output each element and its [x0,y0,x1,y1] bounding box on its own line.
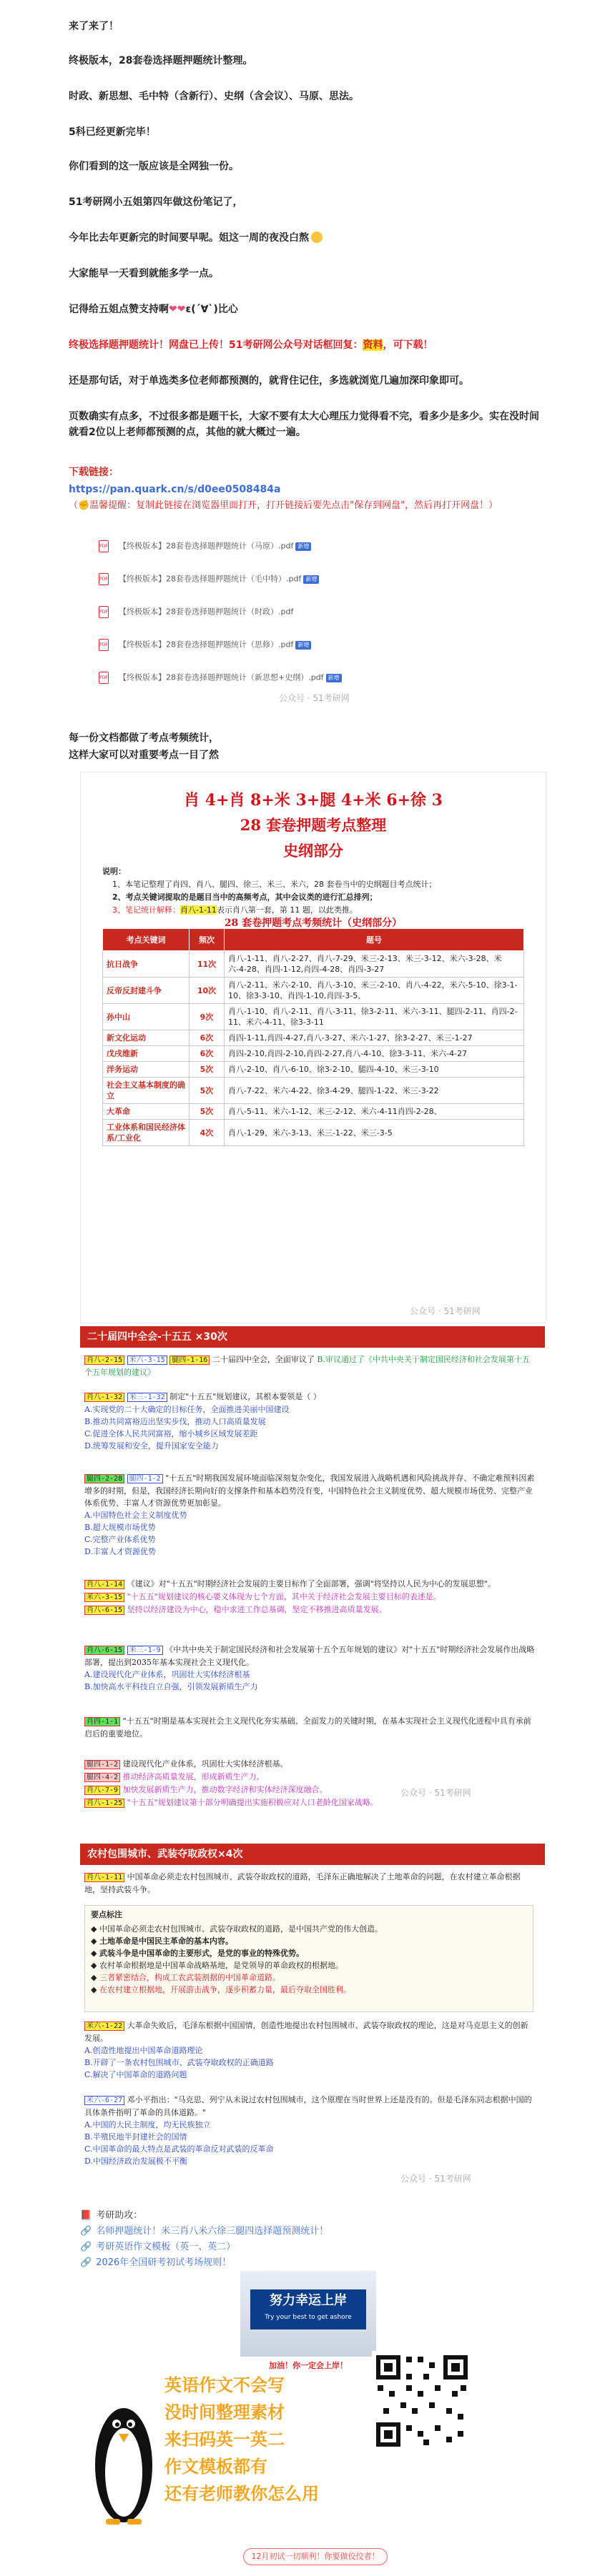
question-text: 邓小平指出："马克思、列宁从未说过农村包围城市，这个原理在当时世界上还是没有的。但是毛泽东同志根据中国的具体条件指明了革命的具体道路。" [84,2095,532,2117]
cell-frequency: 5次 [190,1078,225,1104]
download-title: 下载链接： [69,467,119,478]
table-title: 28 套卷押题考点考频统计（史纲部分） [224,917,403,929]
table-row [103,978,524,1004]
link-icon: 🔗 [80,2242,92,2252]
question-text: 二十届四中全会，全面审议了 [212,1355,315,1364]
watermark: 公众号 · 51考研网 [279,693,350,703]
intro-line: 你们看到的这一版应该是全网独一份。 [69,161,239,172]
option: C.解决了中国革命的道路问题 [84,2070,187,2079]
intro-line: 大家能早一天看到就能多学一点。 [69,268,219,279]
doc-note: 1、本笔记整理了肖四、肖八、腿四、徐三、米三、米六，28 套卷当中的史纲题目考点统计； [112,880,437,889]
intro-line: 时政、新思想、毛中特（含新行）、史纲（含会议）、马原、思法。 [69,91,359,102]
intro-line: 页数确实有点多，不过很多都是题干长，大家不要有太大心理压力觉得看不完，看多少是多少。实在没时间就看2位以上老师都预测的点，其他的就大概过一遍。 [69,411,539,438]
links-title-text: 考研助攻： [96,2210,143,2221]
question-text: "十五五"规划建议第十部分明确提出实施积极应对人口老龄化国家战略。 [127,1798,378,1807]
related-link[interactable] [80,2224,328,2239]
intro-text: 今年比去年更新完的时间要早呢。姐这一周的夜没白熬 [69,232,309,244]
ad-line: 作文模板都有 [164,2457,267,2477]
question-block [84,1643,535,1693]
question-text: 建设现代化产业体系，巩固壮大实体经济根基。 [122,1759,288,1769]
cell-keyword: 戊戌维新 [103,1046,190,1062]
smile-emoji-icon [311,232,323,243]
download-warning: （✊温馨提醒：复制此链接在浏览器里面打开，打开链接后要先点击"保存到网盘"，然后再打开网盘！） [69,500,498,511]
file-name: 【终极版本】28套卷选择题押题统计（马原）.pdf [119,541,294,551]
question-code: 腿四-1-2 [84,1760,120,1769]
question-block [84,1871,535,1896]
question-text: "十五五"时期我国发展环境面临深刻复杂变化，我国发展进入战略机遇和风险挑战并存、不确定难预料因素增多的时期，但是，我国经济长期向好的支撑条件和基本趋势没有变，中国特色社会主义制度优势、超大规模市场优势、完整产业体系优势、丰富人才资源优势更加彰显。 [84,1473,535,1508]
intro-line [69,230,541,246]
question-text: 《中共中央关于制定国民经济和社会发展第十五个五年规划的建议》对"十五五"时期经济社会发展作出战略部署，提出到2035年基本实现社会主义现代化。 [84,1645,535,1667]
question-code: 肖八-1-32 [84,1393,124,1402]
question-code: 米六-6-27 [84,2096,124,2105]
box-item: 土地革命是中国民主革命的基本内容。 [99,1936,233,1946]
cell-questions: 肖八-2-11、米六-2-10、肖八-3-10、米三-2-10、肖八-4-22，米六-5-10、徐3-1-10、徐3-3-10、肖四-1-10,肖四-3-5、 [225,978,524,1004]
intro-line [69,337,541,353]
cell-frequency: 6次 [190,1030,225,1046]
keyword-highlight: 资料 [363,339,383,351]
intro-line: 5科已经更新完毕！ [69,126,156,138]
question-code: 肖八-1-14 [84,1580,124,1589]
doc-note: 2、考点关键词提取的是题目当中的高频考点，其中会议类的进行汇总排列； [112,892,378,902]
file-name: 【终极版本】28套卷选择题押题统计（时政）.pdf [119,607,294,617]
option: B.加快高水平科技自立自强，引领发展新质生产力 [84,1682,258,1691]
question-code: 米六-3-15 [84,1593,124,1602]
question-block [84,1353,535,1378]
frequency-table [102,928,524,1146]
question-block [84,1578,535,1616]
table-header: 考点关键词 [103,929,190,951]
option: D.丰富人才资源优势 [84,1547,156,1556]
table-header: 频次 [190,929,225,951]
cell-frequency: 11次 [190,951,225,978]
intro-line: 51考研网小五姐第四年做这份笔记了， [69,197,243,208]
doc-note-code: 肖八-1-11 [180,905,217,915]
penguin-mascot [92,2379,156,2530]
question-block [84,1472,535,1558]
option: D.统筹发展和安全，提升国家安全能力 [84,1441,219,1451]
question-code: 米三-1-32 [127,1393,167,1402]
book-icon: 📕 [80,2210,92,2221]
doc-header: 史纲部分 [283,842,343,860]
question-block [84,2019,535,2081]
box-title: 要点标注 [91,1910,122,1919]
table-row [103,1046,524,1062]
question-text: "十五五"规划建议的核心要义体现为七个方面，其中关于经济社会发展主要目标的表述是。 [127,1592,441,1601]
related-links-title [80,2208,328,2224]
box-item: 中国革命必须走农村包围城市、武装夺取政权的道路，是中国共产党的伟大创造。 [99,1924,383,1934]
poster-sign [250,2289,366,2329]
question-text: 中国革命必须走农村包围城市、武装夺取政权的道路，毛泽东正确地解决了土地革命的问题，在农村建立革命根据地，坚持武装斗争。 [84,1872,521,1894]
cell-keyword: 孙中山 [103,1004,190,1030]
question-text: 加快发展新质生产力，推动数字经济和实体经济深度融合。 [122,1785,328,1794]
intro-line: 来了来了！ [69,21,119,32]
poster-sign-text: 努力幸运上岸 [270,2293,347,2308]
box-content: ◆ 中国革命必须走农村包围城市、武装夺取政权的道路，是中国共产党的伟大创造。 ◆ 土地革命是中国民主革命的基本内容。 ◆ 武装斗争是中国革命的主要形式，是党的事业的特殊优势。 ◆ 农村革命根据地是中国革命战略基地，是党领导的革命政权的根据地。 ◆ 三者紧密结合，构成工农武装割据的中国革命道路。 ◆ 在农村建立根据地，开展游击战争，逐步积蓄力量，最后夺取全国胜利。 [91,1924,383,1994]
key-points-box [84,1905,533,2012]
question-code: 肖四-1-1 [84,1717,120,1726]
question-block [84,1391,535,1452]
option: B.推动共同富裕迈出坚实步伐，推动人口高质量发展 [84,1417,266,1426]
file-name: 【终极版本】28套卷选择题押题统计（毛中特）.pdf [119,574,302,584]
question-block [84,1758,535,1809]
cell-questions: 肖八-2-10、肖八-6-10、徐3-2-10、腿四-4-10、米三-3-10 [225,1062,524,1078]
cell-frequency: 6次 [190,1046,225,1062]
option: C.完整产业体系优势 [84,1535,156,1544]
option: B.半殖民地半封建社会的国情 [84,2132,187,2142]
question-code: 腿四-4-2 [84,1773,120,1782]
option: D.中国经济政治发展极不平衡 [84,2157,187,2166]
closing-stamp: 12月初试一切顺利！你要做佼佼者！ [243,2548,388,2565]
statement-line: 这样大家可以对重要考点一目了然 [69,750,219,761]
option: B.超大规模市场优势 [84,1523,156,1532]
question-text: "十五五"时期是基本实现社会主义现代化夯实基础、全面发力的关键时期，在基本实现社会主义现代化进程中具有承前启后的重要地位。 [84,1716,531,1739]
new-tag: 新增 [295,641,311,650]
question-text: 制定"十五五"规划建议，其根本要领是（ ） [169,1392,321,1401]
question-code: 肖八-7-9 [84,1786,120,1795]
cell-frequency: 4次 [190,1120,225,1146]
cell-frequency: 9次 [190,1004,225,1030]
doc-note-text: 表示肖八第一套，第 11 题，以此类推。 [216,905,358,915]
doc-note-text: 3、笔记统计解释： [112,905,180,915]
question-code: 腿四-2-28 [84,1474,124,1483]
hearts-icon: ❤❤ [169,304,186,315]
question-text: 大革命失败后，毛泽东根据中国国情，创造性地提出农村包围城市、武装夺取政权的理论，这是对马克思主义的创新发展。 [84,2021,528,2043]
question-code: 腿四-1-16 [169,1356,210,1365]
option: A.中国特色社会主义制度优势 [84,1511,187,1520]
ad-line: 没时间整理素材 [164,2402,285,2422]
question-code: 米六-1-22 [84,2021,124,2031]
cell-keyword: 抗日战争 [103,951,190,978]
option: C.促进全体人民共同富裕，缩小城乡区域发展差距 [84,1429,258,1438]
box-item: 武装斗争是中国革命的主要形式，是党的事业的特殊优势。 [99,1949,304,1958]
cell-questions: 肖八-1-11、肖八-2-27、肖八-7-29、米三-2-13、米三-3-12、米六-3-28、米六-4-28、肖四-1-12,肖四-4-28、肖四-3-27 [225,951,524,978]
link-text: 2026年全国研考初试考场规则！ [96,2257,232,2268]
new-tag: 新增 [303,575,319,584]
intro-text: ，可下载！ [383,339,433,351]
option: A.中国的大民主制度，均无民族独立 [84,2120,211,2129]
table-row [103,1104,524,1120]
box-item: 农村革命根据地是中国革命战略基地，是党领导的革命政权的根据地。 [99,1961,343,1970]
doc-note [112,904,358,916]
table-row [103,1120,524,1146]
question-code: 肖八-1-11 [84,1873,124,1882]
question-block [84,2094,535,2167]
option: C.中国革命的最大特点是武装的革命反对武装的反革命 [84,2144,274,2154]
question-code: 米六-3-15 [127,1356,167,1365]
poster-sign-en: Try your best to get ashore [265,2314,352,2321]
intro-line: 终极版本，28套卷选择题押题统计整理。 [69,55,253,66]
intro-text: 终极选择题押题统计！网盘已上传！51考研网公众号对话框回复： [69,339,363,351]
question-text: 推动经济高质量发展，形成新质生产力。 [122,1772,265,1781]
ad-line: 英语作文不会写 [164,2375,285,2395]
file-name: 【终极版本】28套卷选择题押题统计（新思想+史纲）.pdf [119,672,324,682]
file-item[interactable] [99,573,319,585]
box-item: 三者紧密结合，构成工农武装割据的中国革命道路。 [99,1973,280,1982]
question-code: 肖八-6-15 [84,1646,124,1655]
option: A.实现党的二十大确定的目标任务，全面推进美丽中国建设 [84,1405,290,1414]
file-name: 【终极版本】28套卷选择题押题统计（思修）.pdf [119,640,294,650]
ad-line: 来扫码英一英二 [164,2430,285,2450]
question-text: 坚持以经济建设为中心，稳中求进工作总基调，坚定不移推进高质量发展。 [127,1605,387,1614]
new-tag: 新增 [295,542,311,551]
cell-keyword: 工业体系和国民经济体系/工业化 [103,1120,190,1146]
link-icon: 🔗 [80,2226,92,2237]
watermark: 公众号 · 51考研网 [410,1306,481,1316]
related-link[interactable] [80,2239,328,2255]
cell-keyword: 洋务运动 [103,1062,190,1078]
table-row [103,1004,524,1030]
table-header: 题号 [225,929,524,951]
option: B.开辟了一条农村包围城市、武装夺取政权的正确道路 [84,2058,274,2067]
cell-keyword: 新文化运动 [103,1030,190,1046]
question-code: 肖八-1-25 [84,1799,124,1808]
intro-line [69,302,541,317]
table-row [103,1030,524,1046]
cell-frequency: 10次 [190,978,225,1004]
cell-questions: 肖八-1-29、米六-3-13、米三-1-22、米三-3-5 [225,1120,524,1146]
watermark: 公众号 · 51考研网 [400,1788,471,1798]
intro-text: 记得给五姐点赞支持啊 [69,304,169,315]
pdf-icon: PDF [99,573,109,585]
cell-frequency: 5次 [190,1062,225,1078]
document-preview [80,772,546,1323]
section-title-bar: 二十届四中全会-十五五 ×30次 [80,1326,545,1348]
cell-questions: 肖四-2-10,肖四-2-10,肖四-2-27,肖八-4-10、徐3-3-11、米六-4-27 [225,1046,524,1062]
table-row [103,1062,524,1078]
file-item[interactable] [99,672,342,684]
question-answer: B.审议通过了《中共中央关于制定国民经济和社会发展第十五个五年规划的建议》 [84,1355,530,1377]
watermark: 公众号 · 51考研网 [400,2174,471,2184]
option: A.建设现代化产业体系，巩固壮大实体经济根基 [84,1670,250,1679]
statement-line: 每一份文档都做了考点考频统计， [69,732,219,744]
cell-keyword: 反帝反封建斗争 [103,978,190,1004]
cell-questions: 肖八-7-22、米六-4-22、徐3-4-29、腿四-1-22、米三-3-22 [225,1078,524,1104]
option: A.创造性地提出中国革命道路理论 [84,2046,203,2055]
pdf-icon: PDF [99,540,109,552]
question-code: 腿四-1-2 [127,1474,163,1483]
qr-code[interactable] [372,2351,472,2451]
question-code: 米三-1-9 [127,1646,163,1655]
cell-frequency: 5次 [190,1104,225,1120]
link-icon: 🔗 [80,2257,92,2268]
question-text: 《建议》对"十五五"时期经济社会发展的主要目标作了全面部署，强调"将坚持以人民为中心的发展思想"。 [127,1579,496,1588]
question-code: 肖八-2-15 [84,1356,124,1365]
file-item[interactable] [99,606,293,618]
ad-line: 还有老师教你怎么用 [164,2484,319,2504]
doc-header: 28 套卷押题考点整理 [240,816,387,834]
table-row [103,1078,524,1104]
cell-questions: 肖八-5-11、米六-1-12、米三-2-12、米六-4-11肖四-2-28、 [225,1104,524,1120]
motivation-poster [240,2271,376,2357]
cell-keyword: 社会主义基本制度的确立 [103,1078,190,1104]
question-code: 肖八-6-15 [84,1606,124,1615]
intro-text: ε(´∀`)比心 [185,304,238,315]
cell-questions: 肖四-1-11,肖四-4-27,肖八-3-27、米六-1-27、徐3-2-27、米三-1-27 [225,1030,524,1046]
pdf-icon: PDF [99,606,109,618]
related-links [80,2208,328,2271]
file-item[interactable] [99,639,311,651]
link-text: 考研英语作文模板（英一、英二） [96,2242,236,2252]
cell-questions: 肖八-1-10、肖八-2-11、肖八-3-11、徐3-2-11、米六-3-11、腿四-2-11、肖四-2-11、米六-4-11、徐3-3-11 [225,1004,524,1030]
new-tag: 新增 [326,674,342,682]
pdf-icon: PDF [99,672,109,684]
table-row [103,951,524,978]
file-item[interactable] [99,540,311,552]
question-block [84,1715,535,1740]
related-link[interactable] [80,2255,328,2271]
link-text: 名师押题统计！米三肖八米六徐三腿四选择题预测统计！ [96,2226,329,2237]
doc-header: 肖 4+肖 8+米 3+腿 4+米 6+徐 3 [184,791,443,810]
cell-keyword: 大革命 [103,1104,190,1120]
doc-note-title: 说明： [102,867,126,876]
box-item: 在农村建立根据地，开展游击战争，逐步积蓄力量，最后夺取全国胜利。 [99,1985,351,1994]
download-link[interactable]: https://pan.quark.cn/s/d0ee0508484a [69,484,281,495]
section-title-bar: 农村包围城市、武装夺取政权×4次 [80,1844,545,1865]
poster-caption: 加油！你一定会上岸！ [269,2361,348,2370]
intro-line: 还是那句话，对于单选类多位老师都预测的，就背住记住，多选就浏览几遍加深印象即可。 [69,375,469,387]
pdf-icon: PDF [99,639,109,651]
